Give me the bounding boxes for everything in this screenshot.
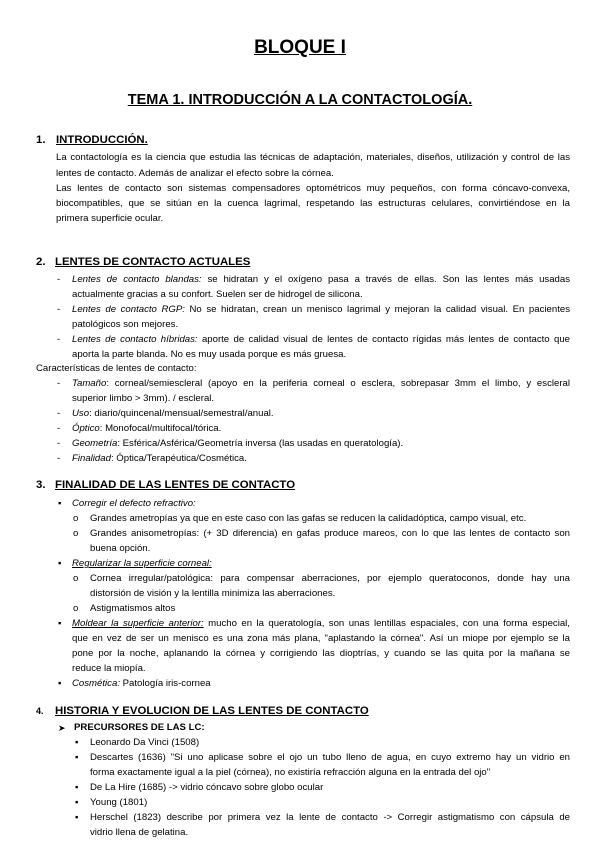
list-item-cont: forma exactamente igual a la piel (córnea), no existiría refracción alguna en la entrada del ojo" xyxy=(90,767,491,778)
dash-bullet: - xyxy=(57,438,61,449)
section-3-heading xyxy=(36,479,295,491)
dash-bullet: - xyxy=(57,378,61,389)
list-item-cont: reduce la miopía. xyxy=(72,663,146,674)
section-2-heading xyxy=(36,256,250,268)
dash-bullet: - xyxy=(57,334,61,345)
paragraph-line: Las lentes de contacto son sistemas compensadores optométricos muy pequeños, con forma cóncavo-convexa, xyxy=(56,183,570,194)
subheading: PRECURSORES DE LAS LC: xyxy=(74,722,205,733)
list-item: Finalidad: Óptica/Terapéutica/Cosmética. xyxy=(72,453,247,464)
list-item: Descartes (1636) "Si uno aplicase sobre el ojo un tubo lleno de agua, en cuyo extremo hay un vidrio en xyxy=(90,752,570,763)
list-item: Corregir el defecto refractivo: xyxy=(72,498,196,509)
square-bullet-icon: ▪ xyxy=(75,797,79,808)
list-item: Regularizar la superficie corneal: xyxy=(72,558,212,569)
sub-list-item: Grandes anisometropías: (+ 3D diferencia) en gafas produce mareos, con lo que las lentes de contacto son xyxy=(90,528,570,539)
square-bullet-icon: ▪ xyxy=(58,558,62,569)
dash-bullet: - xyxy=(57,304,61,315)
list-item: Óptico: Monofocal/multifocal/tórica. xyxy=(72,423,222,434)
list-item-cont: que en vez de ser un menisco es una zona más plana, "aplastando la córnea". Así un miope por ejemplo se la xyxy=(72,633,570,644)
list-item-cont: pone por la noche, aplanando la córnea y corrigiendo las dioptrías, y cuando se las quita por la mañana se xyxy=(72,648,570,659)
dash-bullet: - xyxy=(57,453,61,464)
paragraph-line: La contactología es la ciencia que estudia las técnicas de adaptación, materiales, diseños, utilización y control de las xyxy=(56,152,570,163)
dash-bullet: - xyxy=(57,423,61,434)
list-item: Uso: diario/quincenal/mensual/semestral/anual. xyxy=(72,408,274,419)
list-item: Lentes de contacto RGP: No se hidratan, crean un menisco lagrimal y mejoran la calidad visual. En pacientes xyxy=(72,304,570,315)
list-item: De La Hire (1685) -> vidrio cóncavo sobre globo ocular xyxy=(90,782,324,793)
paragraph-line: lentes de contacto. Además de analizar el efecto sobre la córnea. xyxy=(56,168,334,179)
section-title: HISTORIA Y EVOLUCION DE LAS LENTES DE CONTACTO xyxy=(55,705,369,717)
square-bullet-icon: ▪ xyxy=(75,752,79,763)
sub-list-item: Grandes ametropías ya que en este caso con las gafas se reducen la calidadóptica, campo visual, etc. xyxy=(90,513,527,524)
square-bullet-icon: ▪ xyxy=(58,618,62,629)
square-bullet-icon: ▪ xyxy=(75,737,79,748)
list-item: Leonardo Da Vinci (1508) xyxy=(90,737,200,748)
section-title: FINALIDAD DE LAS LENTES DE CONTACTO xyxy=(55,479,296,491)
list-item: Herschel (1823) describe por primera vez la lente de contacto -> Corregir astigmatismo con cápsula de xyxy=(90,812,570,823)
list-item: Moldear la superficie anterior: mucho en la queratología, son unas lentillas espaciales, con una forma especial, xyxy=(72,618,570,629)
square-bullet-icon: ▪ xyxy=(58,678,62,689)
list-item-cont: vidrio llena de gelatina. xyxy=(90,827,189,838)
list-item-cont: superior limbo > 3mm). / escleral. xyxy=(72,393,215,404)
arrow-bullet-icon: ➤ xyxy=(58,723,66,733)
paragraph-line: primera superficie ocular. xyxy=(56,213,164,224)
circle-bullet-icon: o xyxy=(73,513,79,524)
list-item: Lentes de contacto híbridas: aporte de calidad visual de lentes de contacto rígidas más lentes de contacto que xyxy=(72,334,570,345)
section-number: 2. xyxy=(36,256,46,268)
sub-list-item: Astigmatismos altos xyxy=(90,603,176,614)
list-item-cont: aporta la parte blanda. No es muy usada porque es más gruesa. xyxy=(72,349,347,360)
circle-bullet-icon: o xyxy=(73,603,79,614)
section-4-heading xyxy=(36,705,369,717)
page-subtitle: TEMA 1. INTRODUCCIÓN A LA CONTACTOLOGÍA. xyxy=(127,92,473,108)
paragraph-line: biocompatibles, que se sitúan en la cuenca lagrimal, respetando las estructuras celulares, convirtiéndose en la xyxy=(56,198,570,209)
section-number: 1. xyxy=(36,134,46,146)
section-title: INTRODUCCIÓN. xyxy=(56,134,148,146)
section-title: LENTES DE CONTACTO ACTUALES xyxy=(55,256,251,268)
list-item: Cosmética: Patología iris-cornea xyxy=(72,678,211,689)
list-item: Young (1801) xyxy=(90,797,148,808)
characteristics-label: Características de lentes de contacto: xyxy=(36,363,197,374)
circle-bullet-icon: o xyxy=(73,528,79,539)
sub-list-item: Cornea irregular/patológica: para compensar aberraciones, por ejemplo queratoconos, donde hay una xyxy=(90,573,570,584)
list-item: Lentes de contacto blandas: se hidratan y el oxígeno pasa a través de ellas. Son las lentes más usadas xyxy=(72,274,570,285)
list-item-cont: actualmente gracias a su confort. Suelen ser de hidrogel de silicona. xyxy=(72,289,363,300)
page-title: BLOQUE I xyxy=(254,37,346,58)
list-item: Tamaño: corneal/semiescleral (apoyo en la periferia corneal o esclera, sobrepasar 3mm el limbo, y escleral xyxy=(72,378,570,389)
square-bullet-icon: ▪ xyxy=(75,812,79,823)
list-item: Geometría: Esférica/Asférica/Geometría inversa (las usadas en queratología). xyxy=(72,438,404,449)
section-number: 3. xyxy=(36,479,46,491)
list-item-cont: patológicos son mejores. xyxy=(72,319,179,330)
square-bullet-icon: ▪ xyxy=(75,782,79,793)
section-1-heading xyxy=(36,134,148,146)
dash-bullet: - xyxy=(57,274,61,285)
sub-list-item-cont: distorsión de visión y la lentilla minimiza las aberraciones. xyxy=(90,588,336,599)
dash-bullet: - xyxy=(57,408,61,419)
section-number: 4. xyxy=(36,706,44,716)
circle-bullet-icon: o xyxy=(73,573,79,584)
sub-list-item-cont: buena opción. xyxy=(90,543,151,554)
square-bullet-icon: ▪ xyxy=(58,498,62,509)
